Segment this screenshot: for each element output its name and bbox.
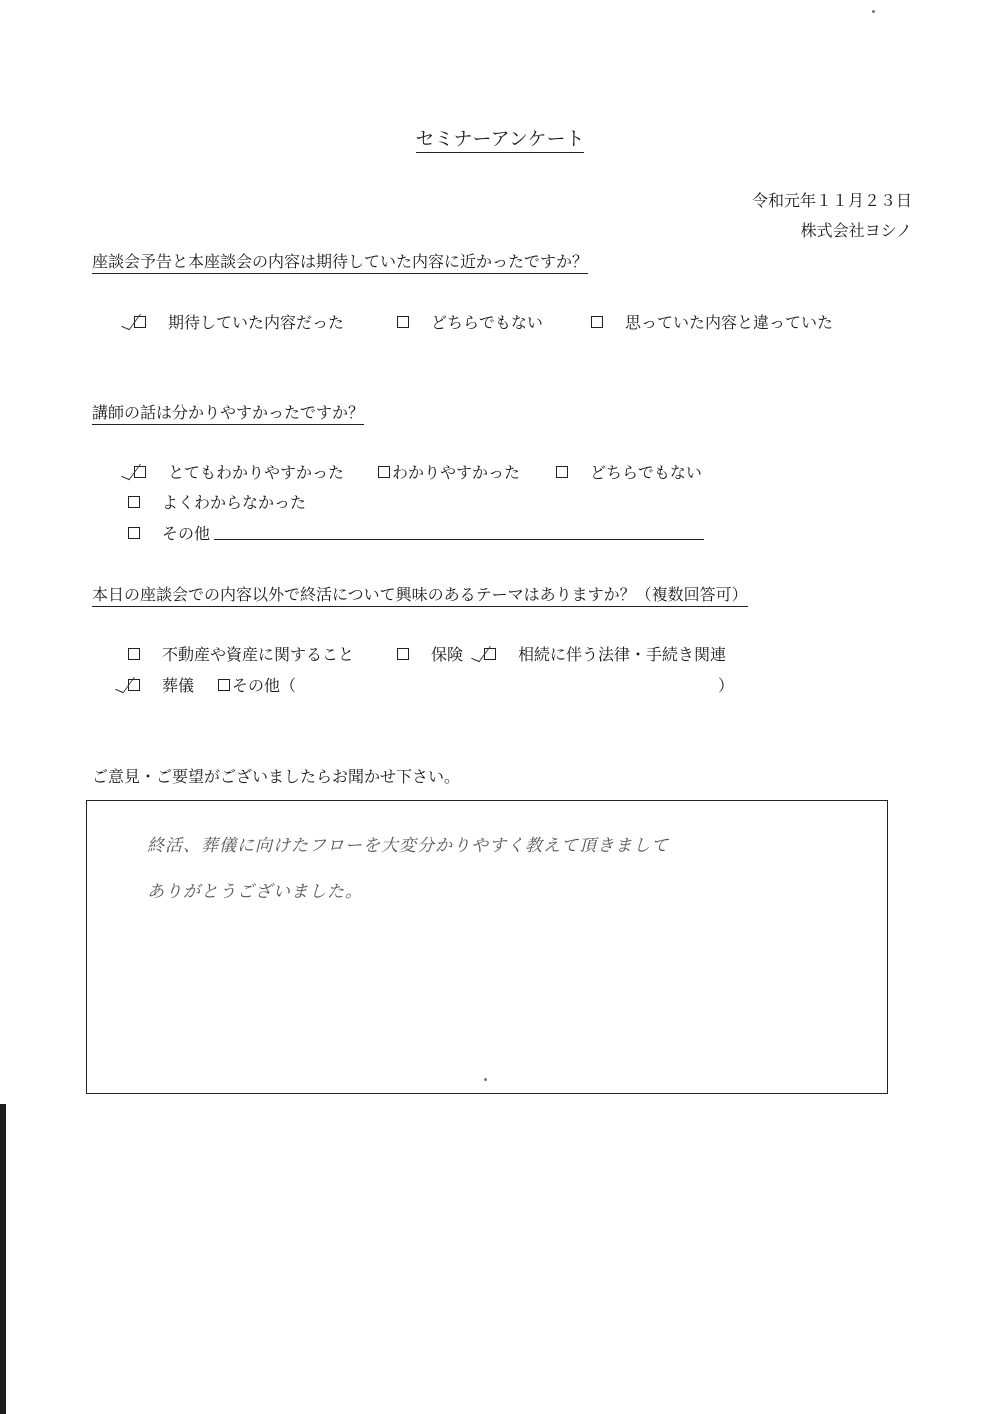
option-label: 期待していた内容だった xyxy=(168,313,345,332)
other-write-in-line[interactable] xyxy=(214,525,704,540)
checked-checkbox-icon[interactable] xyxy=(134,316,146,328)
checkbox-icon[interactable] xyxy=(397,316,409,328)
checkbox-icon[interactable] xyxy=(556,466,568,478)
q3-option-funeral[interactable] xyxy=(128,673,194,696)
option-label: 保険 xyxy=(431,645,464,664)
q3-option-other[interactable] xyxy=(218,673,734,696)
handwritten-comment-line-2: ありがとうございました。 xyxy=(147,882,363,902)
option-label: 葬儀 xyxy=(162,676,195,695)
option-label: 思っていた内容と違っていた xyxy=(625,313,834,332)
checkbox-icon[interactable] xyxy=(128,496,140,508)
checked-checkbox-icon[interactable] xyxy=(484,648,496,660)
q3-option-insurance[interactable] xyxy=(397,642,463,665)
handwritten-comment-line-1: 終活、葬儀に向けたフローを大変分かりやすく教えて頂きまして xyxy=(147,836,669,856)
option-label: とてもわかりやすかった xyxy=(168,463,345,482)
checkbox-icon[interactable] xyxy=(591,316,603,328)
date: 令和元年１１月２３日 xyxy=(751,191,912,210)
option-label: よくわからなかった xyxy=(162,493,307,512)
q3-option-inheritance[interactable] xyxy=(484,642,726,665)
option-label: その他（ xyxy=(232,676,297,695)
checked-checkbox-icon[interactable] xyxy=(128,679,140,691)
checkbox-icon[interactable] xyxy=(128,648,140,660)
scan-speck xyxy=(872,10,875,13)
close-paren: ） xyxy=(718,676,735,695)
question-1: 座談会予告と本座談会の内容は期待していた内容に近かったですか？ xyxy=(92,249,588,272)
q1-option-different[interactable] xyxy=(591,310,833,333)
scan-speck xyxy=(484,1078,487,1081)
scan-edge-shadow xyxy=(0,1104,6,1414)
comments-box[interactable] xyxy=(86,800,888,1094)
q2-option-unclear[interactable] xyxy=(128,490,306,513)
q1-option-expected[interactable] xyxy=(134,310,344,333)
option-label: その他 xyxy=(162,524,211,543)
q3-option-real-estate[interactable] xyxy=(128,642,354,665)
question-3: 本日の座談会での内容以外で終活について興味のあるテーマはありますか？（複数回答可） xyxy=(92,582,748,605)
comments-prompt: ご意見・ご要望がございましたらお聞かせ下さい。 xyxy=(92,767,461,786)
company-name: 株式会社ヨシノ xyxy=(800,221,912,240)
checked-checkbox-icon[interactable] xyxy=(134,466,146,478)
option-label: 不動産や資産に関すること xyxy=(162,645,355,664)
q2-option-very-clear[interactable] xyxy=(134,460,344,483)
option-label: わかりやすかった xyxy=(392,463,521,482)
option-label: どちらでもない xyxy=(431,313,543,332)
page-title: セミナーアンケート xyxy=(0,124,1000,151)
checkbox-icon[interactable] xyxy=(378,466,390,478)
checkbox-icon[interactable] xyxy=(397,648,409,660)
checkbox-icon[interactable] xyxy=(218,679,230,691)
option-label: どちらでもない xyxy=(590,463,702,482)
q2-option-other[interactable] xyxy=(128,521,704,544)
q1-option-neutral[interactable] xyxy=(397,310,543,333)
checkbox-icon[interactable] xyxy=(128,527,140,539)
question-2: 講師の話は分かりやすかったですか？ xyxy=(92,400,364,423)
q2-option-neutral[interactable] xyxy=(556,460,702,483)
option-label: 相続に伴う法律・手続き関連 xyxy=(518,645,727,664)
q2-option-clear[interactable] xyxy=(378,460,520,483)
